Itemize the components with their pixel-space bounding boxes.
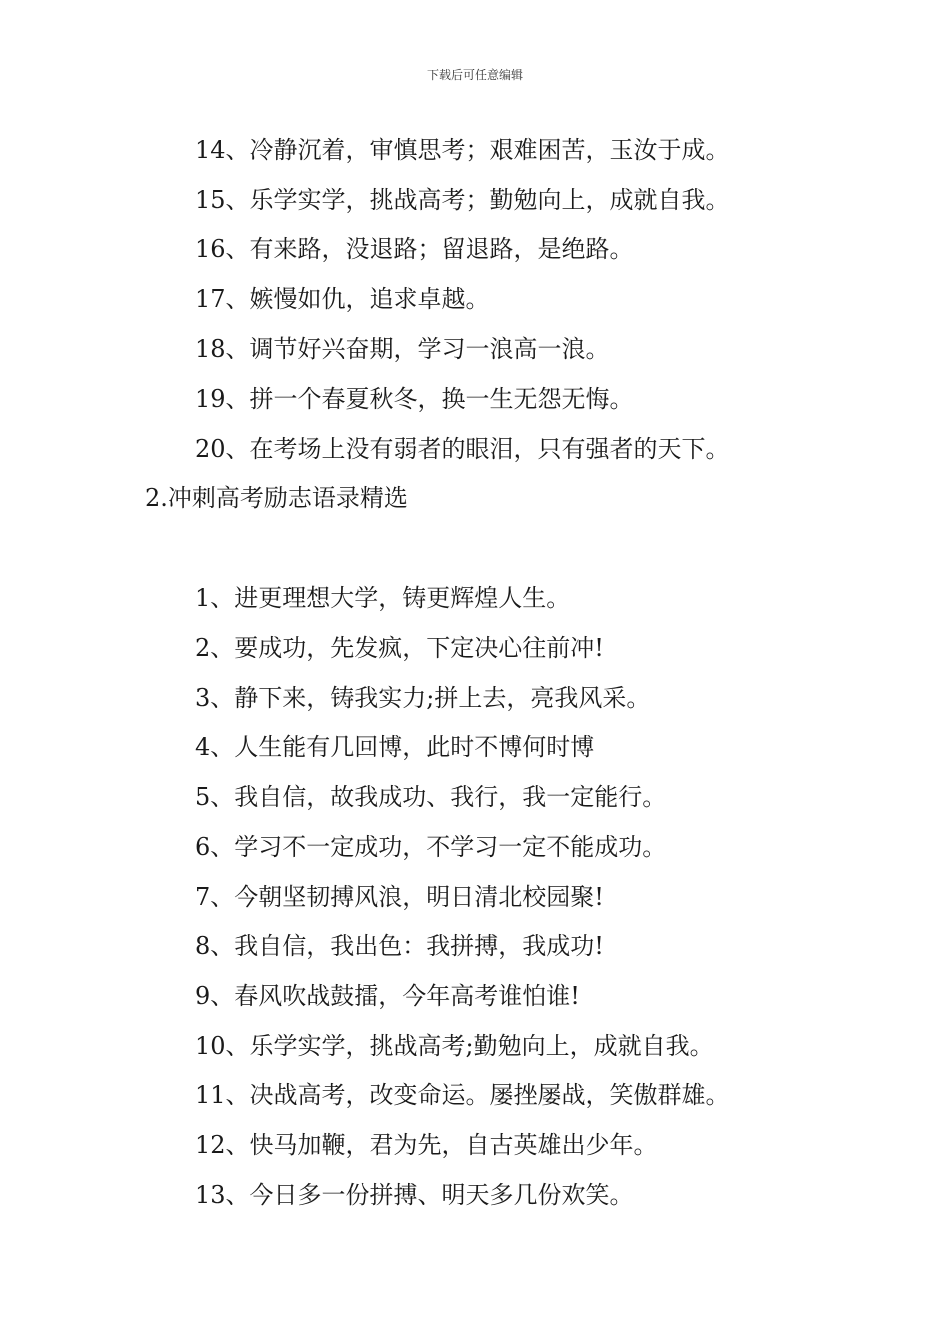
- list-item: 17、嫉慢如仇，追求卓越。: [195, 285, 490, 313]
- list-item: 1、进更理想大学，铸更辉煌人生。: [195, 584, 571, 612]
- list-item: 2、要成功，先发疯，下定决心往前冲!: [195, 634, 604, 662]
- list-item: 20、在考场上没有弱者的眼泪，只有强者的天下。: [195, 435, 730, 463]
- list-item: 11、决战高考，改变命运。屡挫屡战，笑傲群雄。: [195, 1081, 730, 1109]
- list-item: 10、乐学实学，挑战高考;勤勉向上，成就自我。: [195, 1032, 714, 1060]
- list-item: 12、快马加鞭，君为先，自古英雄出少年。: [195, 1131, 658, 1159]
- section-heading: 2.冲刺高考励志语录精选: [145, 484, 408, 512]
- list-item: 4、人生能有几回博，此时不博何时博: [195, 733, 595, 761]
- list-item: 16、有来路，没退路；留退路，是绝路。: [195, 235, 634, 263]
- list-item: 15、乐学实学，挑战高考；勤勉向上，成就自我。: [195, 186, 730, 214]
- list-item: 5、我自信，故我成功、我行，我一定能行。: [195, 783, 667, 811]
- page-header: 下载后可任意编辑: [426, 68, 523, 82]
- list-item: 19、拼一个春夏秋冬，换一生无怨无悔。: [195, 385, 634, 413]
- list-item: 8、我自信，我出色：我拼搏，我成功!: [195, 932, 604, 960]
- list-item: 3、静下来，铸我实力;拼上去，亮我风采。: [195, 684, 651, 712]
- list-item: 6、学习不一定成功，不学习一定不能成功。: [195, 833, 667, 861]
- list-item: 7、今朝坚韧搏风浪，明日清北校园聚!: [195, 883, 604, 911]
- list-item: 13、今日多一份拼搏、明天多几份欢笑。: [195, 1181, 634, 1209]
- list-item: 9、春风吹战鼓擂，今年高考谁怕谁!: [195, 982, 580, 1010]
- list-item: 18、调节好兴奋期，学习一浪高一浪。: [195, 335, 610, 363]
- list-item: 14、冷静沉着，审慎思考；艰难困苦，玉汝于成。: [195, 136, 730, 164]
